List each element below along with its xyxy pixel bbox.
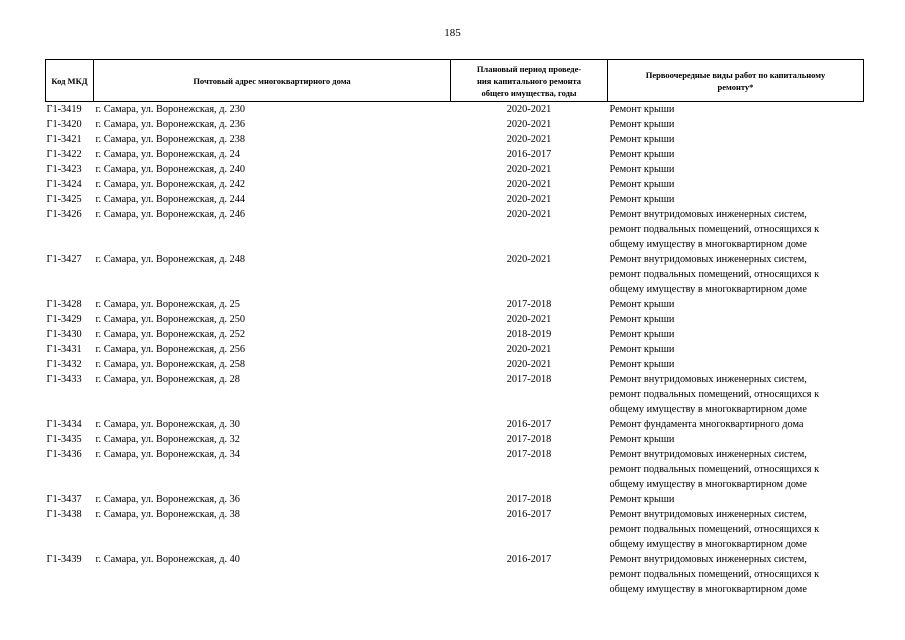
row-code: Г1-3419 (46, 104, 82, 115)
row-works-line: Ремонт внутридомовых инженерных систем, (609, 449, 807, 460)
table-row (46, 552, 864, 597)
row-works (608, 417, 864, 432)
row-works-line: ремонт подвальных помещений, относящихся к (609, 569, 820, 580)
table-row (46, 297, 864, 312)
row-code: Г1-3435 (46, 434, 82, 445)
row-address: г. Самара, ул. Воронежская, д. 244 (95, 194, 246, 205)
row-code: Г1-3422 (46, 149, 82, 160)
row-period: 2020-2021 (506, 164, 552, 175)
row-code: Г1-3428 (46, 299, 82, 310)
row-works (608, 102, 864, 118)
row-works-line: Ремонт внутридомовых инженерных систем, (609, 254, 807, 265)
row-period: 2017-2018 (506, 434, 552, 445)
table-row (46, 192, 864, 207)
row-works (608, 447, 864, 492)
row-address: г. Самара, ул. Воронежская, д. 256 (95, 344, 246, 355)
row-works (608, 492, 864, 507)
row-works (608, 297, 864, 312)
row-works (608, 147, 864, 162)
page-number: 185 (444, 27, 461, 39)
table-row (46, 147, 864, 162)
row-works-line: Ремонт крыши (609, 359, 675, 370)
table-row (46, 417, 864, 432)
row-works-line: Ремонт крыши (609, 494, 675, 505)
row-address: г. Самара, ул. Воронежская, д. 242 (95, 179, 246, 190)
table-row (46, 117, 864, 132)
row-period: 2017-2018 (506, 494, 552, 505)
row-address: г. Самара, ул. Воронежская, д. 25 (95, 299, 240, 310)
table-row (46, 342, 864, 357)
row-works-line: Ремонт внутридомовых инженерных систем, (609, 554, 807, 565)
row-address: г. Самара, ул. Воронежская, д. 28 (95, 374, 240, 385)
row-works (608, 177, 864, 192)
row-works-line: ремонт подвальных помещений, относящихся к (609, 224, 820, 235)
row-works (608, 117, 864, 132)
table-row (46, 102, 864, 118)
row-works (608, 342, 864, 357)
header-period-line: общего имущества, годы (481, 87, 577, 98)
row-code: Г1-3424 (46, 179, 82, 190)
row-works-line: общему имуществу в многоквартирном доме (609, 584, 807, 595)
table-row (46, 432, 864, 447)
row-works (608, 327, 864, 342)
row-works-line: Ремонт крыши (609, 299, 675, 310)
table-row (46, 492, 864, 507)
row-period: 2020-2021 (506, 194, 552, 205)
row-address: г. Самара, ул. Воронежская, д. 240 (95, 164, 246, 175)
row-works-line: Ремонт внутридомовых инженерных систем, (609, 209, 807, 220)
row-period: 2017-2018 (506, 374, 552, 385)
header-works-line: Первоочередные виды работ по капитальному (645, 69, 826, 80)
row-code: Г1-3420 (46, 119, 82, 130)
row-period: 2018-2019 (506, 329, 552, 340)
row-code: Г1-3436 (46, 449, 82, 460)
table-row (46, 177, 864, 192)
row-works-line: Ремонт крыши (609, 194, 675, 205)
row-code: Г1-3427 (46, 254, 82, 265)
row-works (608, 372, 864, 417)
row-works-line: Ремонт внутридомовых инженерных систем, (609, 374, 807, 385)
row-period: 2020-2021 (506, 134, 552, 145)
table-row (46, 447, 864, 492)
row-address: г. Самара, ул. Воронежская, д. 40 (95, 554, 240, 565)
row-works (608, 132, 864, 147)
row-address: г. Самара, ул. Воронежская, д. 252 (95, 329, 246, 340)
row-code: Г1-3421 (46, 134, 82, 145)
row-period: 2020-2021 (506, 209, 552, 220)
row-works-line: ремонт подвальных помещений, относящихся к (609, 464, 820, 475)
row-address: г. Самара, ул. Воронежская, д. 246 (95, 209, 246, 220)
row-period: 2020-2021 (506, 254, 552, 265)
row-address: г. Самара, ул. Воронежская, д. 230 (95, 104, 246, 115)
row-works-line: Ремонт крыши (609, 179, 675, 190)
row-works (608, 552, 864, 597)
row-address: г. Самара, ул. Воронежская, д. 32 (95, 434, 240, 445)
table-row (46, 372, 864, 417)
row-works (608, 207, 864, 252)
row-works (608, 432, 864, 447)
header-period-line: Плановый период проведе- (476, 63, 582, 74)
row-address: г. Самара, ул. Воронежская, д. 238 (95, 134, 246, 145)
row-works-line: Ремонт крыши (609, 164, 675, 175)
header-address: Почтовый адрес многоквартирного дома (94, 60, 451, 102)
header-code: Код МКД (46, 60, 94, 102)
row-address: г. Самара, ул. Воронежская, д. 250 (95, 314, 246, 325)
table-body (46, 102, 864, 598)
table-row (46, 252, 864, 297)
row-period: 2017-2018 (506, 449, 552, 460)
row-address: г. Самара, ул. Воронежская, д. 34 (95, 449, 240, 460)
row-code: Г1-3437 (46, 494, 82, 505)
row-works-line: ремонт подвальных помещений, относящихся к (609, 389, 820, 400)
row-code: Г1-3439 (46, 554, 82, 565)
header-works (608, 60, 864, 102)
row-code: Г1-3438 (46, 509, 82, 520)
row-code: Г1-3426 (46, 209, 82, 220)
row-works-line: Ремонт крыши (609, 119, 675, 130)
table-row (46, 132, 864, 147)
row-works-line: Ремонт внутридомовых инженерных систем, (609, 509, 807, 520)
row-period: 2016-2017 (506, 509, 552, 520)
header-period-line: ния капитального ремонта (476, 75, 582, 86)
row-works-line: Ремонт крыши (609, 344, 675, 355)
row-works-line: Ремонт крыши (609, 134, 675, 145)
row-address: г. Самара, ул. Воронежская, д. 248 (95, 254, 246, 265)
row-works-line: Ремонт крыши (609, 104, 675, 115)
row-code: Г1-3433 (46, 374, 82, 385)
row-works-line: Ремонт фундамента многоквартирного дома (609, 419, 804, 430)
row-works (608, 252, 864, 297)
table-row (46, 207, 864, 252)
row-code: Г1-3431 (46, 344, 82, 355)
row-works (608, 507, 864, 552)
row-works (608, 192, 864, 207)
row-works (608, 312, 864, 327)
header-works-line: ремонту* (717, 81, 754, 92)
row-period: 2020-2021 (506, 314, 552, 325)
table-row (46, 327, 864, 342)
table-row (46, 162, 864, 177)
row-works-line: общему имуществу в многоквартирном доме (609, 404, 807, 415)
row-works-line: общему имуществу в многоквартирном доме (609, 479, 807, 490)
row-address: г. Самара, ул. Воронежская, д. 258 (95, 359, 246, 370)
row-period: 2020-2021 (506, 359, 552, 370)
row-address: г. Самара, ул. Воронежская, д. 24 (95, 149, 240, 160)
row-address: г. Самара, ул. Воронежская, д. 30 (95, 419, 240, 430)
row-works-line: общему имуществу в многоквартирном доме (609, 539, 807, 550)
row-works-line: Ремонт крыши (609, 329, 675, 340)
row-works (608, 357, 864, 372)
row-period: 2016-2017 (506, 149, 552, 160)
row-period: 2016-2017 (506, 419, 552, 430)
row-works-line: общему имуществу в многоквартирном доме (609, 239, 807, 250)
row-period: 2017-2018 (506, 299, 552, 310)
row-code: Г1-3429 (46, 314, 82, 325)
row-address: г. Самара, ул. Воронежская, д. 36 (95, 494, 240, 505)
header-period (451, 60, 608, 102)
row-works-line: ремонт подвальных помещений, относящихся к (609, 524, 820, 535)
row-code: Г1-3434 (46, 419, 82, 430)
table-row (46, 357, 864, 372)
row-works-line: ремонт подвальных помещений, относящихся к (609, 269, 820, 280)
row-period: 2020-2021 (506, 179, 552, 190)
row-works-line: общему имуществу в многоквартирном доме (609, 284, 807, 295)
row-code: Г1-3425 (46, 194, 82, 205)
table-row (46, 507, 864, 552)
row-address: г. Самара, ул. Воронежская, д. 236 (95, 119, 246, 130)
row-works-line: Ремонт крыши (609, 314, 675, 325)
row-works-line: Ремонт крыши (609, 149, 675, 160)
row-period: 2020-2021 (506, 344, 552, 355)
row-period: 2020-2021 (506, 104, 552, 115)
row-period: 2016-2017 (506, 554, 552, 565)
row-works-line: Ремонт крыши (609, 434, 675, 445)
table-header-row (46, 60, 864, 102)
row-code: Г1-3423 (46, 164, 82, 175)
capital-repair-table (45, 59, 864, 597)
row-code: Г1-3432 (46, 359, 82, 370)
row-address: г. Самара, ул. Воронежская, д. 38 (95, 509, 240, 520)
row-works (608, 162, 864, 177)
row-code: Г1-3430 (46, 329, 82, 340)
row-period: 2020-2021 (506, 119, 552, 130)
table-row (46, 312, 864, 327)
